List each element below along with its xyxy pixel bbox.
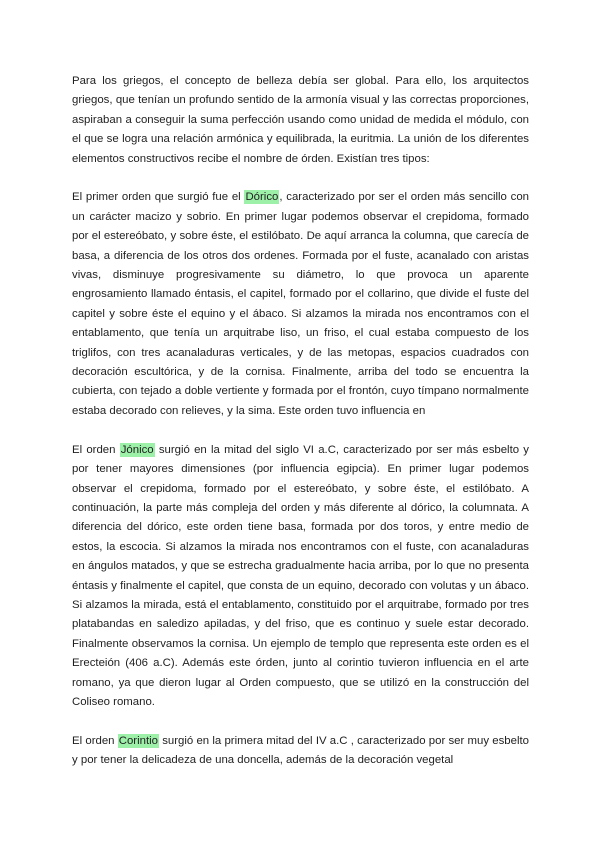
intro-text: Para los griegos, el concepto de belleza debía ser global. Para ello, los arquitectos griegos, que tenían un profundo sentido de la armonía visual y las correctas proporciones, aspiraban a conseguir la suma perfección usando como unidad de medida el módulo, con el que se logra una relación armónica y equilibrada, la euritmia. La unión de los diferentes elementos constructivos recibe el nombre de órden. Existían tres tipos: (72, 75, 529, 165)
ionic-highlight: Jónico (120, 443, 154, 456)
ionic-paragraph (72, 441, 529, 713)
ionic-text-before: El orden (72, 443, 120, 456)
corinthian-text-before: El orden (72, 734, 118, 747)
doric-text-before: El primer orden que surgió fue el (72, 191, 245, 204)
corinthian-text-after: surgió en la primera mitad del IV a.C , caracterizado por ser muy esbelto y por tener la delicadeza de una doncella, además de la decoración vegetal (72, 734, 529, 767)
doric-text-after: , caracterizado por ser el orden más sencillo con un carácter macizo y sobrio. En primer lugar podemos observar el crepidoma, formado por el estereóbato, y sobre éste, el estilóbato. De aquí arranca la columna, que carecía de basa, a diferencia de los otros dos ordenes. Formada por el fuste, acanalado con aristas vivas, disminuye progresivamente su diámetro, lo que provoca un aparente engrosamiento llamado éntasis, el capitel, formado por el collarino, que divide el fuste del capitel y sobre éste el equino y el ábaco. Si alzamos la mirada nos encontramos con el entablamento, que tenía un arquitrabe liso, un friso, el cual estaba compuesto de los triglifos, con tres acanaladuras verticales, y de las metopas, espacios cuadrados con decoración escultórica, y de la cornisa. Finalmente, arriba del todo se encuentra la cubierta, con tejado a doble vertiente y formada por el frontón, cuyo tímpano normalmente estaba decorado con relieves, y la sima. Este orden tuvo influencia en (72, 191, 529, 417)
doric-paragraph (72, 188, 529, 421)
intro-paragraph (72, 72, 529, 169)
ionic-text-after: surgió en la mitad del siglo VI a.C, caracterizado por ser más esbelto y por tener mayores dimensiones (por influencia egipcia). En primer lugar podemos observar el crepidoma, formado por el estereóbato, y sobre éste, el estilóbato. A continuación, la parte más compleja del orden y más diferente al dórico, la columnata. A diferencia del dórico, este orden tiene basa, formada por dos toros, y entre medio de estos, la escocia. Si alzamos la mirada nos encontramos con el fuste, con acanaladuras en ángulos matados, y que se estrecha gradualmente hacia arriba, por lo que no presenta éntasis y finalmente el capitel, que consta de un equino, decorado con volutas y un ábaco. Si alzamos la mirada, está el entablamento, constituido por el arquitrabe, formado por tres platabandas en saledizo apiladas, y del friso, que es continuo y suele estar decorado. Finalmente observamos la cornisa. Un ejemplo de templo que representa este orden es el Erecteión (406 a.C). Además este órden, junto al corintio tuvieron influencia en el arte romano, ya que dieron lugar al Orden compuesto, que se utilizó en la construcción del Coliseo romano. (72, 443, 529, 708)
corinthian-paragraph (72, 732, 529, 771)
doric-highlight: Dórico (245, 191, 279, 204)
corinthian-highlight: Corintio (118, 734, 158, 747)
document-page (72, 72, 529, 790)
